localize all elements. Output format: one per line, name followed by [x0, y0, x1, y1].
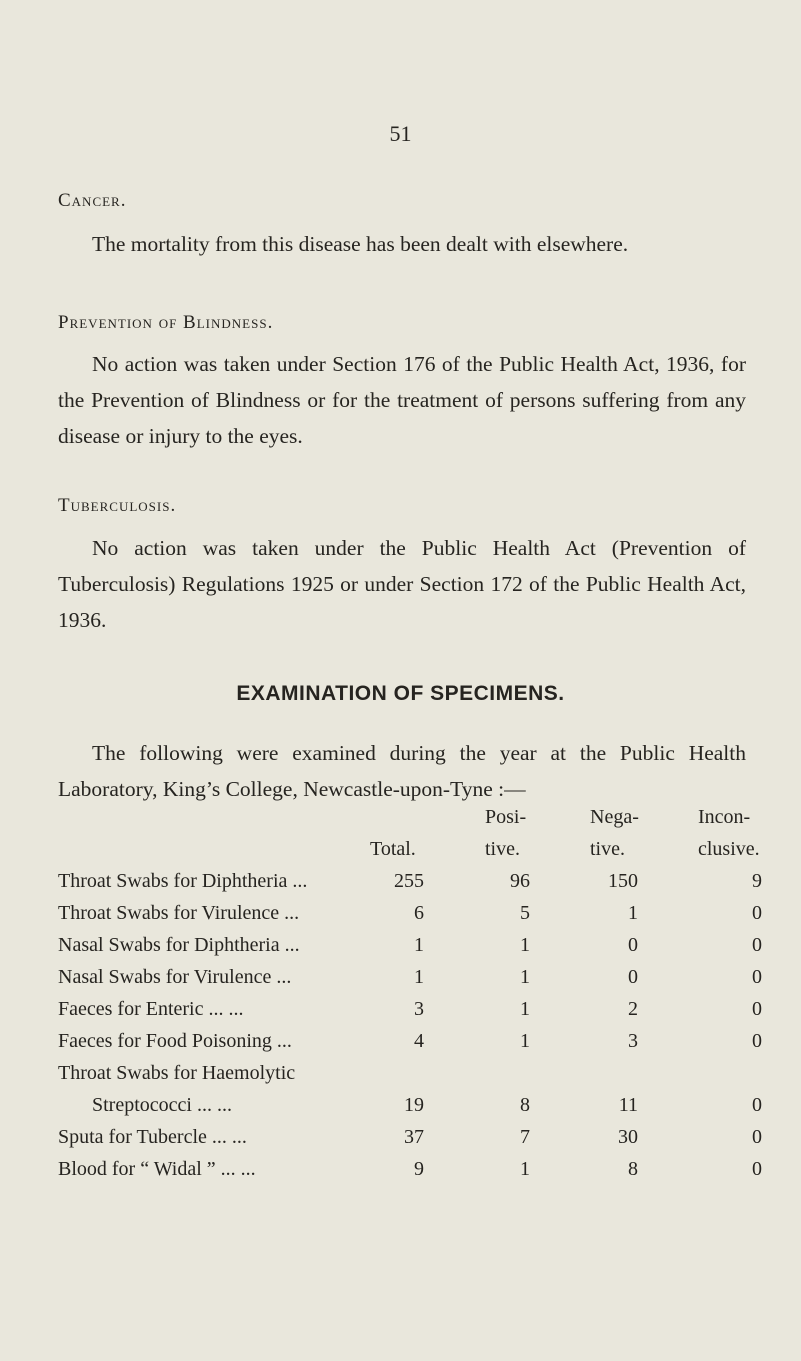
table-row [58, 1126, 768, 1158]
row-label: Nasal Swabs for Diphtheria ... [58, 934, 300, 956]
row-total: 9 [414, 1158, 424, 1180]
row-inconclusive: 0 [752, 934, 762, 956]
blindness-heading: Prevention of Blindness. [58, 312, 274, 333]
row-label: Faeces for Food Poisoning ... [58, 1030, 292, 1052]
row-positive: 96 [510, 870, 530, 892]
cancer-paragraph: The mortality from this disease has been dealt with elsewhere. [92, 232, 629, 256]
row-negative: 8 [628, 1158, 638, 1180]
row-inconclusive: 0 [752, 1094, 762, 1116]
row-inconclusive: 0 [752, 1126, 762, 1148]
tuberculosis-paragraph: No action was taken under the Public Health Act (Prevention of Tuberculosis) Regulations 1925 or under Section 172 of the Public Health Act, 1936. [58, 536, 746, 632]
table-header-top [58, 806, 768, 838]
row-label: Throat Swabs for Haemolytic [58, 1062, 296, 1084]
table-row [58, 1158, 768, 1190]
row-positive: 1 [520, 934, 530, 956]
specimens-table [58, 806, 768, 1190]
row-positive: 1 [520, 966, 530, 988]
row-label-continuation: Streptococci ... ... [92, 1094, 232, 1116]
row-inconclusive: 9 [752, 870, 762, 892]
row-total: 1 [414, 934, 424, 956]
row-negative: 0 [628, 934, 638, 956]
row-label: Throat Swabs for Virulence ... [58, 902, 300, 924]
header-negative-top: Nega- [590, 806, 639, 828]
row-negative: 1 [628, 902, 638, 924]
row-label: Faeces for Enteric ... ... [58, 998, 244, 1020]
row-positive: 1 [520, 1030, 530, 1052]
row-label: Blood for “ Widal ” ... ... [58, 1158, 256, 1180]
row-inconclusive: 0 [752, 902, 762, 924]
row-negative: 150 [608, 870, 638, 892]
row-negative: 0 [628, 966, 638, 988]
row-negative: 2 [628, 998, 638, 1020]
row-total: 1 [414, 966, 424, 988]
row-label: Nasal Swabs for Virulence ... [58, 966, 292, 988]
table-row [58, 1094, 768, 1126]
row-inconclusive: 0 [752, 1030, 762, 1052]
page-number: 51 [389, 121, 412, 146]
row-negative: 3 [628, 1030, 638, 1052]
row-inconclusive: 0 [752, 998, 762, 1020]
table-row-label-line [58, 1062, 768, 1094]
table-row [58, 998, 768, 1030]
examination-title: EXAMINATION OF SPECIMENS. [236, 682, 565, 705]
row-total: 19 [404, 1094, 424, 1116]
table-row [58, 966, 768, 998]
header-positive-top: Posi- [485, 806, 527, 828]
table-header-bottom [58, 838, 768, 870]
examination-intro: The following were examined during the year at the Public Health Laboratory, King’s College, Newcastle-upon-Tyne :— [58, 741, 746, 801]
row-label: Throat Swabs for Diphtheria ... [58, 870, 308, 892]
row-positive: 1 [520, 1158, 530, 1180]
tuberculosis-heading: Tuberculosis. [58, 495, 177, 516]
row-total: 6 [414, 902, 424, 924]
row-inconclusive: 0 [752, 1158, 762, 1180]
row-negative: 11 [618, 1094, 638, 1116]
cancer-heading: Cancer. [58, 190, 127, 211]
row-inconclusive: 0 [752, 966, 762, 988]
row-total: 4 [414, 1030, 424, 1052]
row-total: 37 [404, 1126, 424, 1148]
row-total: 255 [394, 870, 424, 892]
table-row [58, 902, 768, 934]
row-negative: 30 [618, 1126, 638, 1148]
row-total: 3 [414, 998, 424, 1020]
header-total: Total. [370, 838, 416, 860]
row-positive: 1 [520, 998, 530, 1020]
row-label: Sputa for Tubercle ... ... [58, 1126, 247, 1148]
row-positive: 7 [520, 1126, 530, 1148]
header-inconclusive-bottom: clusive. [698, 838, 760, 860]
row-positive: 5 [520, 902, 530, 924]
row-positive: 8 [520, 1094, 530, 1116]
table-row [58, 870, 768, 902]
table-row [58, 934, 768, 966]
header-positive-bottom: tive. [485, 838, 520, 860]
header-inconclusive-top: Incon- [698, 806, 751, 828]
blindness-paragraph: No action was taken under Section 176 of the Public Health Act, 1936, for the Prevention of Blindness or for the treatment of persons suffering from any disease or injury to the eyes. [58, 352, 746, 448]
header-negative-bottom: tive. [590, 838, 625, 860]
table-row [58, 1030, 768, 1062]
